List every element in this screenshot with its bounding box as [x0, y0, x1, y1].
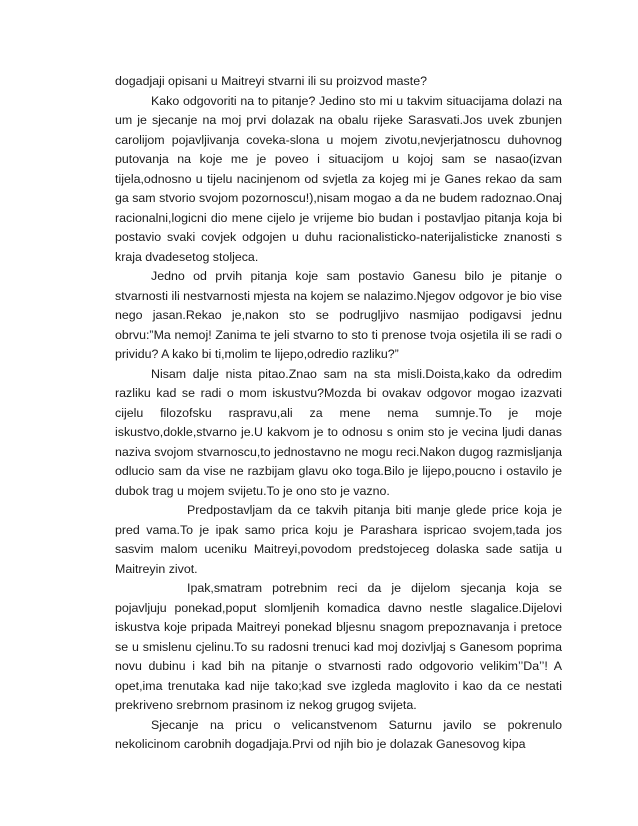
- paragraph: Predpostavljam da ce takvih pitanja biti manje glede price koja je pred vama.To je ipak samo prica koju je Parashara ispricao svojem,tada jos sasvim malom uceniku Maitreyi,povodom predstojeceg dolaska sade satija u Maitreyin zivot.: [115, 503, 562, 576]
- paragraph: Sjecanje na pricu o velicanstvenom Saturnu javilo se pokrenulo nekolicinom carobnih dogadjaja.Prvi od njih bio je dolazak Ganesovog kipa: [115, 717, 562, 751]
- paragraph: dogadjaji opisani u Maitreyi stvarni ili su proizvod maste?: [115, 74, 427, 88]
- paragraph: Ipak,smatram potrebnim reci da je dijelom sjecanja koja se pojavljuju ponekad,poput slomljenih komadica davno nestle slagalice.Dijelovi iskustva koje pripada Maitreyi ponekad bljesnu snagom prepoznavanja i pretoce se u smislenu cjelinu.To su radosni trenuci kad moj dozivljaj s Ganesom poprima novu dubinu i kad bih na pitanje o stvarnosti rado odgovorio velikim’’Da’’! A opet,ima trenutaka kad nije tako;kad sve izgleda maglovito i kao da ce nestati prekriveno srebrnom prasinom iz nekog grugog svijeta.: [115, 581, 562, 712]
- paragraph: Nisam dalje nista pitao.Znao sam na sta misli.Doista,kako da odredim razliku kad se radi o mom iskustvu?Mozda bi ovakav odgovor mogao izazvati cijelu filozofsku raspravu,ali za mene nema sumnje.To je moje iskustvo,dokle,stvarno je.U kakvom je to odnosu s onim sto je vecina ljudi danas naziva svojom stvarnoscu,to jednostavno ne mogu reci.Nakon dugog razmisljanja odlucio sam da vise ne razbijam glavu oko toga.Bilo je lijepo,poucno i ostavilo je dubok trag u mojem svijetu.To je ono sto je vazno.: [115, 366, 562, 498]
- paragraph: Kako odgovoriti na to pitanje? Jedino sto mi u takvim situacijama dolazi na um je sjecanje na moj prvi dolazak na obalu rijeke Sarasvati.Jos uvek zbunjen carolijom pojavljivanja coveka-slona u mojem zivotu,nevjerjatnoscu duhovnog putovanja na koje me je poveo i situacijom u kojoj sam se nasao(izvan tijela,odnosno u tijelu nacinjenom od svjetla za kojeg mi je Ganes rekao da sam ga sam stvorio svojom pozornoscu!),nisam mogao a da ne budem radoznao.Onaj racionalni,logicni dio mene cijelo je vrijeme bio budan i postavljao pitanja koja bi postavio svaki covjek odgojen u duhu racionalisticko-naterijalisticke znanosti s kraja dvadesetog stoljeca.: [115, 93, 562, 264]
- paragraph: Jedno od prvih pitanja koje sam postavio Ganesu bilo je pitanje o stvarnosti ili nestvarnosti mjesta na kojem se nalazimo.Njegov odgovor je bio vise nego jasan.Rekao je,nakon sto se podrugljivo nasmijao podigavsi jednu obrvu:”Ma nemoj! Zanima te jeli stvarno to sto ti prenose tvoja osjetila ili se radi o prividu? A kako bi ti,molim te lijepo,odredio razliku?”: [115, 269, 562, 361]
- document-page: [115, 72, 562, 755]
